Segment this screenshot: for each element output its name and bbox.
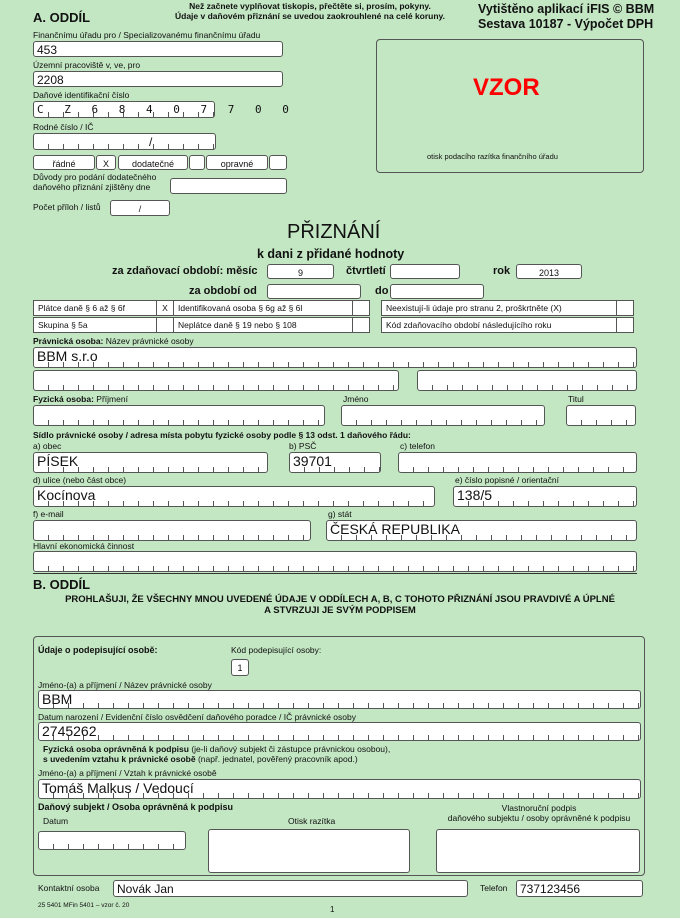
signer-jmeno-field[interactable]: BBM xyxy=(38,690,641,709)
vztah-line xyxy=(43,754,390,764)
signer-datum-label: Datum narození / Evidenční číslo osvědčení daňového poradce / IČ právnické osoby xyxy=(38,712,356,722)
stamp-area xyxy=(376,39,644,173)
declaration-line-2: A STVRZUJI JE SVÝM PODPISEM xyxy=(264,605,416,616)
jmeno-vztah-field[interactable]: Tomáš Malkus / Vedoucí xyxy=(38,779,641,799)
obec-field[interactable]: PÍSEK xyxy=(33,452,268,473)
fyzicka-label-rest: Příjmení xyxy=(93,394,128,404)
company-name-field[interactable]: BBM s.r.o xyxy=(33,347,637,368)
signer-datum-field[interactable]: 2745262 xyxy=(38,722,641,741)
obec-label: a) obec xyxy=(33,441,62,451)
signature-date-field[interactable] xyxy=(38,831,186,850)
section-divider xyxy=(33,573,637,574)
declaration xyxy=(33,594,647,616)
financni-urad-field[interactable]: 453 xyxy=(33,41,283,57)
neplatce-cell: Neplátce daně § 19 nebo § 108 xyxy=(173,317,353,333)
uzemni-label: Územní pracoviště v, ve, pro xyxy=(33,60,141,70)
duvody-label-line-1: Důvody pro podání dodatečného xyxy=(33,172,157,182)
duvody-label-line-2: daňového přiznání zjištěny dne xyxy=(33,182,151,192)
kod-field[interactable]: 1 xyxy=(231,659,249,676)
stat-label: g) stát xyxy=(328,509,352,519)
duvody-date-field[interactable] xyxy=(170,178,287,194)
od-field[interactable] xyxy=(267,284,361,299)
do-label: do xyxy=(375,285,389,297)
fyzicka-label xyxy=(33,394,128,404)
skupina-cell: Skupina § 5a xyxy=(33,317,157,333)
neexistuji-cell: Neexistují-li údaje pro stranu 2, proškrtněte (X) xyxy=(381,300,617,316)
instructions xyxy=(160,1,460,21)
radne-option[interactable]: řádné xyxy=(33,155,95,170)
declaration-line-1: PROHLAŠUJI, ŽE VŠECHNY MNOU UVEDENÉ ÚDAJE V ODDÍLECH A, B, C TOHOTO PŘIZNÁNÍ JSOU PRAVDIVÉ A ÚPLNÉ xyxy=(65,594,615,605)
stamp-caption: otisk podacího razítka finančního úřadu xyxy=(427,152,558,161)
jmeno-label: Jméno xyxy=(343,394,369,404)
pravnicka-label-bold: Právnická osoba: xyxy=(33,336,104,346)
opravnena-rest: (je-li daňový subjekt či zástupce právnickou osobou), xyxy=(188,744,391,754)
kod-obdobi-cell: Kód zdaňovacího období následujícího roku xyxy=(381,317,617,333)
datum2-label: Datum xyxy=(43,816,69,826)
pravnicka-label xyxy=(33,336,194,346)
rok-field[interactable]: 2013 xyxy=(516,264,582,279)
instructions-line-1: Než začnete vyplňovat tiskopis, přečtěte si, prosím, pokyny. xyxy=(189,1,431,11)
app-line: Vytištěno aplikací iFIS © BBM xyxy=(478,2,655,16)
pravnicka-label-rest: Název právnické osoby xyxy=(103,336,194,346)
rodne-field[interactable] xyxy=(33,133,216,150)
titul-field[interactable] xyxy=(566,405,636,426)
mesic-field[interactable]: 9 xyxy=(267,264,334,279)
signer-jmeno-label: Jméno-(a) a příjmení / Název právnické osoby xyxy=(38,680,212,690)
vztah-rest: (např. jednatel, pověřený pracovník apod.) xyxy=(195,754,358,764)
skupina-checkbox[interactable] xyxy=(156,317,174,333)
rok-label: rok xyxy=(493,265,511,277)
instructions-line-2: Údaje v daňovém přiznání se uvedou zaokrouhlené na celé koruny. xyxy=(174,11,446,21)
dodatecne-checkbox[interactable] xyxy=(189,155,205,170)
footer-telefon-label: Telefon xyxy=(480,883,508,893)
duvody-label xyxy=(33,172,156,192)
email-field[interactable] xyxy=(33,520,311,541)
email-label: f) e-mail xyxy=(33,509,64,519)
section-a-title: A. ODDÍL xyxy=(33,10,91,25)
dic-field[interactable]: C Z 6 8 4 0 7 7 0 0 xyxy=(33,101,215,118)
vzor-watermark: VZOR xyxy=(473,74,540,101)
ctvrtleti-label: čtvrtletí xyxy=(346,265,386,277)
section-b-title: B. ODDÍL xyxy=(33,577,91,592)
sidlo-label: Sídlo právnické osoby / adresa místa pobytu fyzické osoby podle § 13 odst. 1 daňového řádu: xyxy=(33,430,411,440)
neplatce-checkbox[interactable] xyxy=(352,317,370,333)
stat-field[interactable]: ČESKÁ REPUBLIKA xyxy=(326,520,637,541)
opravne-option[interactable]: opravné xyxy=(206,155,268,170)
rodne-label: Rodné číslo / IČ xyxy=(33,122,94,132)
hlavni-field[interactable] xyxy=(33,551,637,572)
od-label: za období od xyxy=(189,285,257,297)
podpis-label xyxy=(436,803,642,823)
titul-label: Titul xyxy=(568,394,584,404)
psc-label: b) PSČ xyxy=(289,441,317,451)
page-subtitle: k dani z přidané hodnoty xyxy=(257,247,405,261)
form-code: 25 5401 MFin 5401 – vzor č. 20 xyxy=(38,902,130,909)
udaje-label: Údaje o podepisující osobě: xyxy=(38,645,158,655)
kod-label: Kód podepisující osoby: xyxy=(231,645,322,655)
platce-cell: Plátce daně § 6 až § 6f xyxy=(33,300,157,316)
footer-telefon-field[interactable]: 737123456 xyxy=(516,880,643,897)
company-telefon-field[interactable] xyxy=(398,452,637,473)
uzemni-field[interactable]: 2208 xyxy=(33,71,283,87)
cislo-label: e) číslo popisné / orientační xyxy=(455,475,559,485)
jmeno-field[interactable] xyxy=(341,405,545,426)
otisk-field[interactable] xyxy=(208,829,410,873)
pocet-label: Počet příloh / listů xyxy=(33,202,101,212)
ulice-label: d) ulice (nebo část obce) xyxy=(33,475,127,485)
dic-label: Daňové identifikační číslo xyxy=(33,90,130,100)
page-number: 1 xyxy=(330,905,335,914)
identifikovana-checkbox[interactable] xyxy=(352,300,370,316)
psc-field[interactable]: 39701 xyxy=(289,452,381,473)
kontakt-label: Kontaktní osoba xyxy=(38,883,100,893)
hlavni-label: Hlavní ekonomická činnost xyxy=(33,541,135,551)
opravnena-bold: Fyzická osoba oprávněná k podpisu xyxy=(43,744,189,754)
report-line: Sestava 10187 - Výpočet DPH xyxy=(478,17,654,31)
platce-checkbox[interactable]: X xyxy=(156,300,174,316)
opravnena-label xyxy=(43,744,390,764)
podpis-field[interactable] xyxy=(436,829,640,873)
app-info xyxy=(478,2,654,32)
podpis-label-line-2: daňového subjektu / osoby oprávněné k podpisu xyxy=(447,813,631,823)
rodne-slash: / xyxy=(149,135,153,149)
jmeno-vztah-label: Jméno-(a) a příjmení / Vztah k právnické osobě xyxy=(38,768,217,778)
company-name-field-2[interactable] xyxy=(33,370,399,391)
kod-obdobi-checkbox[interactable] xyxy=(616,317,634,333)
neexistuji-checkbox[interactable] xyxy=(616,300,634,316)
dodatecne-option[interactable]: dodatečné xyxy=(118,155,188,170)
subjekt-label: Daňový subjekt / Osoba oprávněná k podpisu xyxy=(38,802,234,812)
prijmeni-field[interactable] xyxy=(33,405,325,426)
podpis-label-line-1: Vlastnoruční podpis xyxy=(501,803,577,813)
cislo-field[interactable]: 138/5 xyxy=(453,486,637,507)
opravne-checkbox[interactable] xyxy=(269,155,287,170)
ctvrtleti-field[interactable] xyxy=(390,264,460,279)
financni-urad-label: Finančnímu úřadu pro / Specializovanému finančnímu úřadu xyxy=(33,30,261,40)
fyzicka-label-bold: Fyzická osoba: xyxy=(33,394,94,404)
identifikovana-cell: Identifikovaná osoba § 6g až § 6l xyxy=(173,300,353,316)
vztah-bold: s uvedením vztahu k právnické osobě xyxy=(43,754,196,764)
company-name-field-3[interactable] xyxy=(417,370,637,391)
telefon-label: c) telefon xyxy=(400,441,435,451)
kontakt-field[interactable]: Novák Jan xyxy=(113,880,468,897)
page-title: PŘIZNÁNÍ xyxy=(287,221,381,243)
pocet-field[interactable]: / xyxy=(110,200,170,216)
otisk-label: Otisk razítka xyxy=(288,816,336,826)
radne-checkbox[interactable]: X xyxy=(96,155,116,170)
opravnena-line xyxy=(43,744,390,754)
ulice-field[interactable]: Kocínova xyxy=(33,486,435,507)
do-field[interactable] xyxy=(390,284,484,299)
obdobi-label: za zdaňovací období: měsíc xyxy=(112,265,258,277)
